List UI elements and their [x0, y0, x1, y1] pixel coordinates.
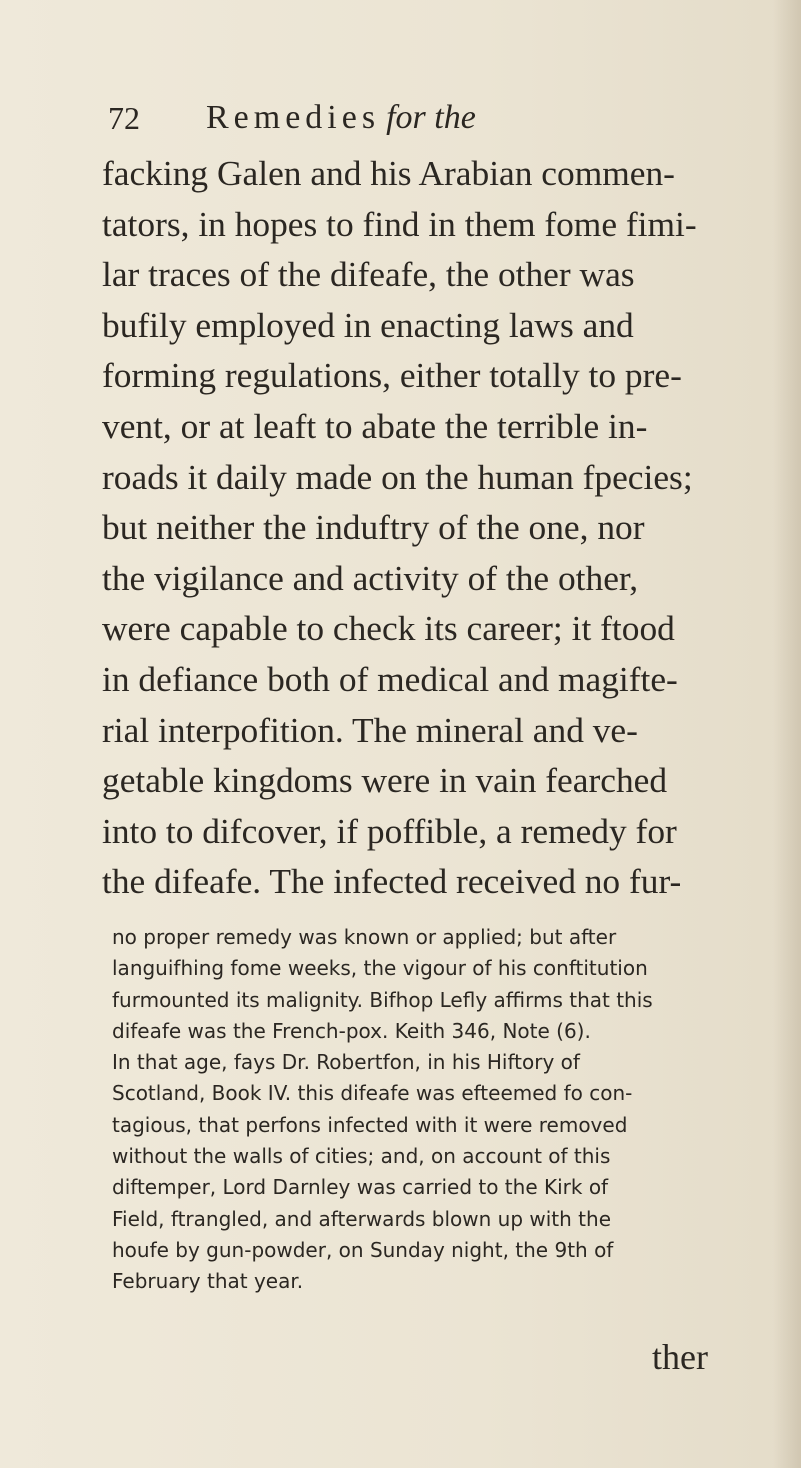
- running-head: [206, 96, 476, 140]
- footnote: [112, 922, 801, 1298]
- text-line: forming regulations, either totally to pre-: [102, 355, 682, 396]
- footnote-line: In that age, fays Dr. Robertfon, in his Hiftory of: [112, 1050, 580, 1075]
- running-head-italic: for the: [386, 99, 476, 136]
- footnote-line: diftemper, Lord Darnley was carried to the Kirk of: [112, 1175, 609, 1200]
- text-line: getable kingdoms were in vain fearched: [102, 760, 668, 801]
- text-line: lar traces of the difeafe, the other was: [102, 254, 635, 295]
- text-line: the vigilance and activity of the other,: [102, 557, 639, 598]
- text-line: in defiance both of medical and magifte-: [102, 658, 678, 699]
- footnote-line: furmounted its malignity. Bifhop Lefly affirms that this: [112, 987, 653, 1012]
- footnote-line: no proper remedy was known or applied; but after: [112, 925, 617, 949]
- running-head-caps: Remedies: [206, 99, 381, 136]
- footnote-line: tagious, that perfons infected with it were removed: [112, 1112, 628, 1137]
- footnote-line: difeafe was the French-pox. Keith 346, Note (6).: [112, 1018, 591, 1043]
- text-line: but neither the induftry of the one, nor: [102, 507, 645, 548]
- text-line: facking Galen and his Arabian commen-: [102, 153, 675, 193]
- text-line: vent, or at leaft to abate the terrible in-: [102, 405, 648, 446]
- text-line: the difeafe. The infected received no fur-: [102, 861, 682, 902]
- footnote-line: houfe by gun-powder, on Sunday night, the 9th of: [112, 1237, 614, 1262]
- footnote-line: Scotland, Book IV. this difeafe was efteemed fo con-: [112, 1081, 633, 1106]
- page-number: 72: [108, 100, 140, 136]
- catchword: ther: [652, 1337, 708, 1377]
- footnote-line: Field, ftrangled, and afterwards blown up with the: [112, 1206, 612, 1231]
- text-line: tators, in hopes to find in them fome fimi-: [102, 203, 697, 244]
- footnote-line: languifhing fome weeks, the vigour of his conftitution: [112, 956, 648, 981]
- footnote-line: February that year.: [112, 1269, 304, 1294]
- text-line: rial interpofition. The mineral and ve-: [102, 709, 638, 750]
- footnote-line: without the walls of cities; and, on account of this: [112, 1144, 611, 1169]
- text-line: bufily employed in enacting laws and: [102, 304, 634, 345]
- text-line: into to difcover, if poffible, a remedy for: [102, 810, 677, 851]
- text-line: roads it daily made on the human fpecies;: [102, 456, 693, 497]
- text-line: were capable to check its career; it ftood: [102, 608, 675, 649]
- main-text: [102, 148, 798, 907]
- page-header: [108, 96, 728, 140]
